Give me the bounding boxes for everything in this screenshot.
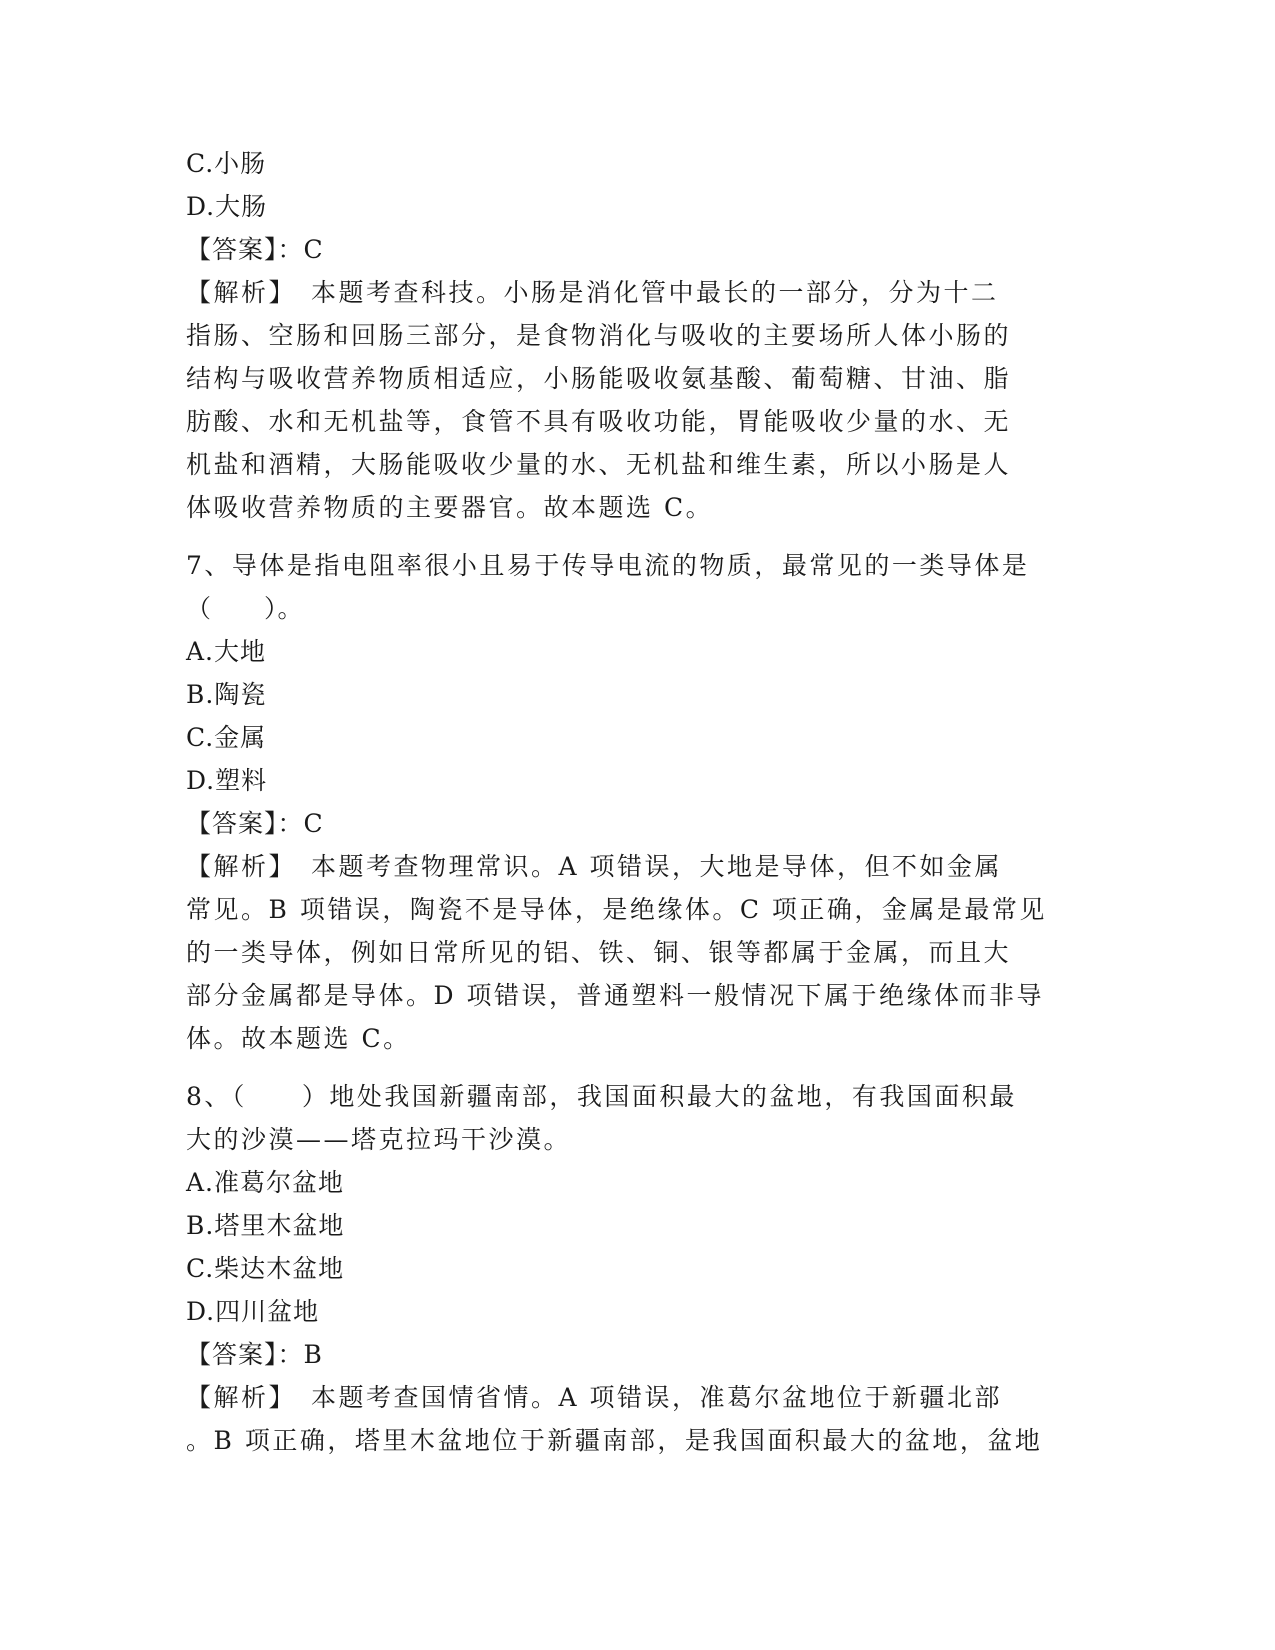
question-7 (186, 544, 1086, 1060)
q8-option-c: C.柴达木盆地 (186, 1254, 345, 1283)
question-8 (186, 1075, 1086, 1462)
question-spacer (186, 1060, 1086, 1075)
q8-stem-line: 8、（ ）地处我国新疆南部，我国面积最大的盆地，有我国面积最 (186, 1082, 1017, 1111)
q7-explanation-line: 常见。B 项错误，陶瓷不是导体，是绝缘体。C 项正确，金属是最常见 (186, 895, 1047, 924)
q8-option-a: A.准葛尔盆地 (186, 1168, 345, 1197)
q6-explanation-line: 肪酸、水和无机盐等，食管不具有吸收功能，胃能吸收少量的水、无 (186, 407, 1012, 436)
q7-answer: 【答案】：C (186, 809, 324, 838)
q6-explanation-line: 【解析】 本题考查科技。小肠是消化管中最长的一部分，分为十二 (186, 278, 999, 307)
q6-explanation-line: 体吸收营养物质的主要器官。故本题选 C。 (186, 493, 714, 522)
q7-option-b: B.陶瓷 (186, 680, 267, 709)
q8-explanation-line: 。B 项正确，塔里木盆地位于新疆南部，是我国面积最大的盆地，盆地 (186, 1426, 1043, 1455)
q7-explanation-line: 【解析】 本题考查物理常识。A 项错误，大地是导体，但不如金属 (186, 852, 1003, 881)
q7-explanation-line: 的一类导体，例如日常所见的铝、铁、铜、银等都属于金属，而且大 (186, 938, 1012, 967)
q6-explanation-line: 机盐和酒精，大肠能吸收少量的水、无机盐和维生素，所以小肠是人 (186, 450, 1012, 479)
q6-answer: 【答案】：C (186, 235, 324, 264)
q7-explanation-line: 体。故本题选 C。 (186, 1024, 411, 1053)
q7-option-c: C.金属 (186, 723, 267, 752)
q8-answer: 【答案】：B (186, 1340, 323, 1369)
q7-option-d: D.塑料 (186, 766, 268, 795)
question-6-tail (186, 142, 1086, 529)
q8-stem-line: 大的沙漠——塔克拉玛干沙漠。 (186, 1125, 572, 1154)
q6-option-d: D.大肠 (186, 192, 268, 221)
question-spacer (186, 529, 1086, 544)
q8-option-b: B.塔里木盆地 (186, 1211, 345, 1240)
document-content (186, 142, 1086, 1462)
q6-explanation-line: 结构与吸收营养物质相适应，小肠能吸收氨基酸、葡萄糖、甘油、脂 (186, 364, 1012, 393)
q7-stem-line: （ ）。 (186, 594, 304, 623)
q7-explanation-line: 部分金属都是导体。D 项错误，普通塑料一般情况下属于绝缘体而非导 (186, 981, 1044, 1010)
q6-explanation-line: 指肠、空肠和回肠三部分，是食物消化与吸收的主要场所人体小肠的 (186, 321, 1012, 350)
q8-explanation-line: 【解析】 本题考查国情省情。A 项错误，准葛尔盆地位于新疆北部 (186, 1383, 1003, 1412)
q6-option-c: C.小肠 (186, 149, 267, 178)
q8-option-d: D.四川盆地 (186, 1297, 320, 1326)
q7-stem-line: 7、导体是指电阻率很小且易于传导电流的物质，最常见的一类导体是 (186, 551, 1030, 580)
q7-option-a: A.大地 (186, 637, 267, 666)
